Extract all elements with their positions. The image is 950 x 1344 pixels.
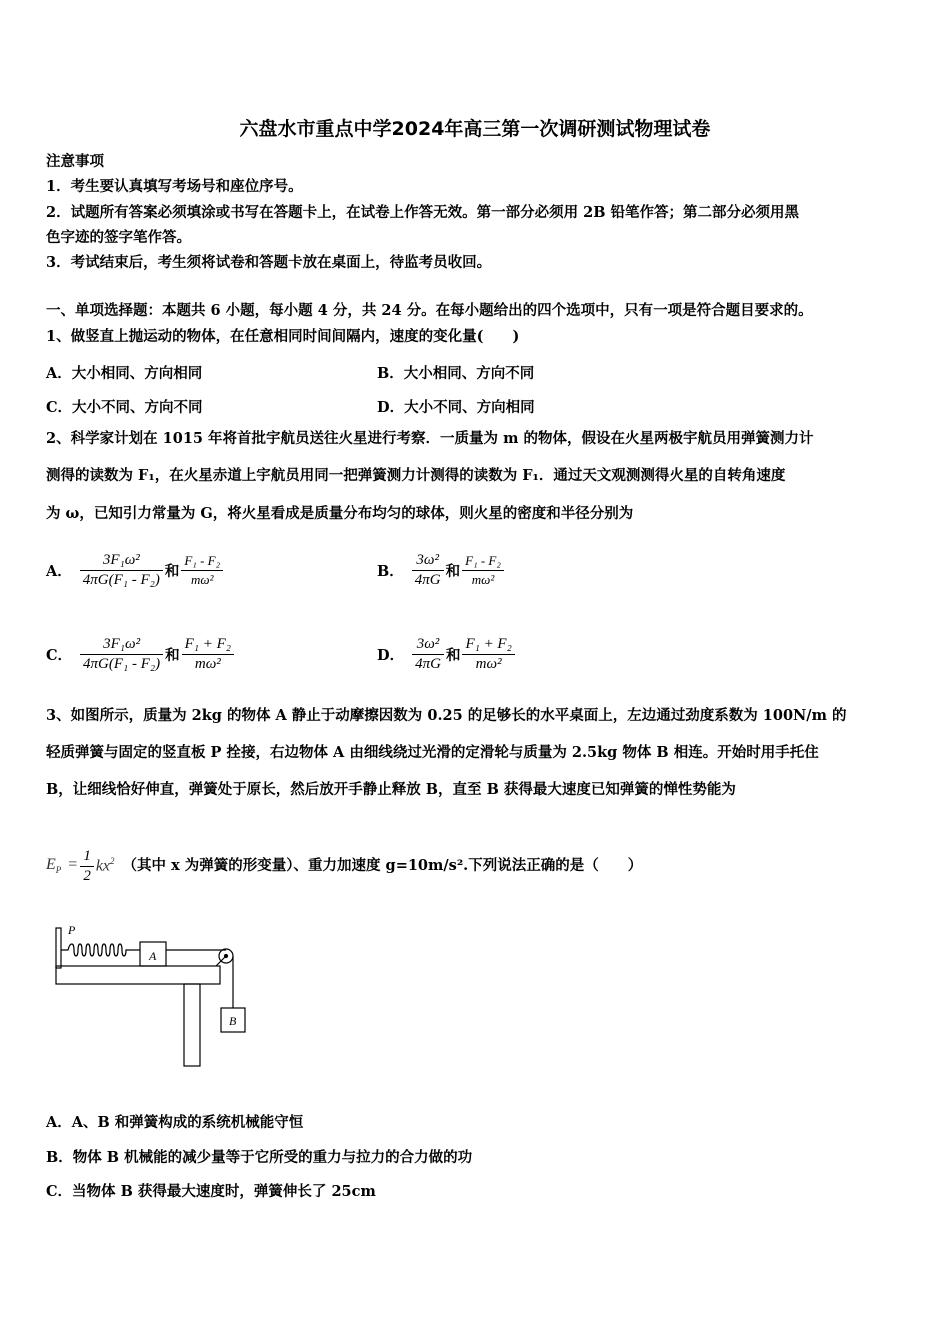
- q3-figure: [50, 920, 260, 1070]
- fraction-denominator: mω²: [471, 571, 495, 587]
- table-top: [56, 966, 220, 984]
- formula-symbol: E: [46, 856, 56, 874]
- q2-line-2: 测得的读数为 F₁，在火星赤道上宇航员用同一把弹簧测力计测得的读数为 F₁．通过天文观测测得火星的自转角速度: [46, 467, 786, 484]
- fraction-denominator: 4πG: [415, 655, 441, 672]
- q2-option-c-label: C．: [46, 646, 73, 664]
- fraction-numerator: F₁ - F₂: [462, 553, 504, 571]
- q1-stem: 1、做竖直上抛运动的物体，在任意相同时间间隔内，速度的变化量( ): [46, 328, 520, 345]
- formula-kx: [96, 856, 115, 875]
- q3-formula-text: （其中 x 为弹簧的形变量）、重力加速度 g=10m/s².下列说法正确的是（ ）: [122, 857, 643, 874]
- q3-option-b: B．物体 B 机械能的减少量等于它所受的重力与拉力的合力做的功: [46, 1149, 473, 1166]
- conjunction: 和: [445, 562, 461, 580]
- fraction-numerator: F₁ + F₂: [182, 636, 234, 655]
- fraction-numerator: 3ω²: [412, 636, 444, 655]
- conjunction: 和: [164, 562, 180, 580]
- fraction-numerator: 3F₁ω²: [80, 636, 163, 655]
- fraction-denominator: 2: [83, 867, 91, 884]
- page-title: 六盘水市重点中学2024年高三第一次调研测试物理试卷: [239, 118, 711, 140]
- q3-option-c: C．当物体 B 获得最大速度时，弹簧伸长了 25cm: [46, 1183, 376, 1200]
- q2-option-c: [46, 624, 234, 684]
- notice-heading: 注意事项: [46, 153, 104, 170]
- q1-option-c: C．大小不同、方向不同: [46, 399, 203, 416]
- q2-option-a-radius: [181, 553, 223, 588]
- wall-plate: [56, 928, 61, 968]
- fraction-numerator: 3ω²: [412, 552, 444, 571]
- q2-option-a-density: [80, 552, 163, 589]
- q3-line-1: 3、如图所示，质量为 2kg 的物体 A 静止于动摩擦因数为 0.25 的足够长的水平桌面上，左边通过劲度系数为 100N/m 的: [46, 707, 847, 724]
- pulley-axle: [225, 955, 228, 958]
- q2-option-d-density: [412, 636, 444, 673]
- notice-item-2: 2．试题所有答案必须填涂或书写在答题卡上，在试卷上作答无效。第一部分必须用 2B 铅笔作答；第二部分必须用黑: [46, 204, 800, 221]
- q2-option-b-label: B．: [377, 562, 404, 580]
- formula-symbol: kx: [95, 857, 111, 875]
- q2-option-b: [377, 540, 504, 600]
- q2-option-a: [46, 540, 223, 600]
- q1-option-d: D．大小不同、方向相同: [377, 399, 535, 416]
- q2-option-d-radius: [462, 636, 514, 673]
- fraction-numerator: F₁ - F₂: [181, 553, 223, 571]
- formula-half: [80, 848, 94, 885]
- q2-line-3: 为 ω，已知引力常量为 G，将火星看成是质量分布均匀的球体，则火星的密度和半径分别为: [46, 505, 634, 522]
- notice-item-1: 1．考生要认真填写考场号和座位序号。: [46, 178, 303, 195]
- q3-line-2: 轻质弹簧与固定的竖直板 P 拴接，右边物体 A 由细线绕过光滑的定滑轮与质量为 2.5kg 物体 B 相连。开始时用手托住: [46, 744, 819, 761]
- q2-option-b-density: [412, 552, 444, 589]
- fraction-denominator: 4πG(F₁ - F₂): [82, 571, 160, 588]
- q2-option-d-label: D．: [377, 646, 405, 664]
- label-p: P: [68, 923, 76, 937]
- q2-option-c-density: [80, 636, 163, 673]
- q3-option-a: A．A、B 和弹簧构成的系统机械能守恒: [46, 1114, 304, 1131]
- label-b: B: [229, 1014, 237, 1028]
- fraction-numerator: F₁ + F₂: [462, 636, 514, 655]
- q1-option-b: B．大小相同、方向不同: [377, 365, 535, 382]
- q3-formula-line: [46, 843, 642, 889]
- q2-line-1: 2、科学家计划在 1015 年将首批宇航员送往火星进行考察．一质量为 m 的物体，假设在火星两极宇航员用弹簧测力计: [46, 430, 814, 447]
- conjunction: 和: [445, 646, 461, 664]
- formula-equals: =: [68, 856, 78, 874]
- fraction-denominator: mω²: [191, 571, 214, 587]
- q2-option-a-label: A．: [46, 562, 72, 580]
- notice-item-2-cont: 色字迹的签字笔作答。: [46, 229, 191, 246]
- q2-option-c-radius: [182, 636, 234, 673]
- formula-exponent: 2: [110, 856, 115, 867]
- fraction-numerator: 1: [80, 848, 94, 867]
- fraction-numerator: 3F₁ω²: [80, 552, 163, 571]
- table-leg: [184, 984, 200, 1066]
- q1-option-a: A．大小相同、方向相同: [46, 365, 203, 382]
- fraction-denominator: mω²: [475, 655, 502, 672]
- section-heading: 一、单项选择题：本题共 6 小题，每小题 4 分，共 24 分。在每小题给出的四个选项中，只有一项是符合题目要求的。: [46, 302, 813, 319]
- fraction-denominator: 4πG: [414, 571, 441, 588]
- q2-option-b-radius: [462, 553, 504, 588]
- formula-subscript: P: [55, 865, 62, 876]
- fraction-denominator: mω²: [194, 655, 221, 672]
- q3-line-3: B，让细线恰好伸直，弹簧处于原长，然后放开手静止释放 B，直至 B 获得最大速度已知弹簧的惮性势能为: [46, 781, 736, 798]
- notice-item-3: 3．考试结束后，考生须将试卷和答题卡放在桌面上，待监考员收回。: [46, 254, 492, 271]
- q2-option-d: [377, 624, 515, 684]
- formula-energy: [46, 856, 80, 875]
- conjunction: 和: [165, 646, 180, 664]
- label-a: A: [149, 949, 157, 963]
- fraction-denominator: 4πG(F₁ - F₂): [83, 655, 161, 672]
- spring: [61, 944, 140, 956]
